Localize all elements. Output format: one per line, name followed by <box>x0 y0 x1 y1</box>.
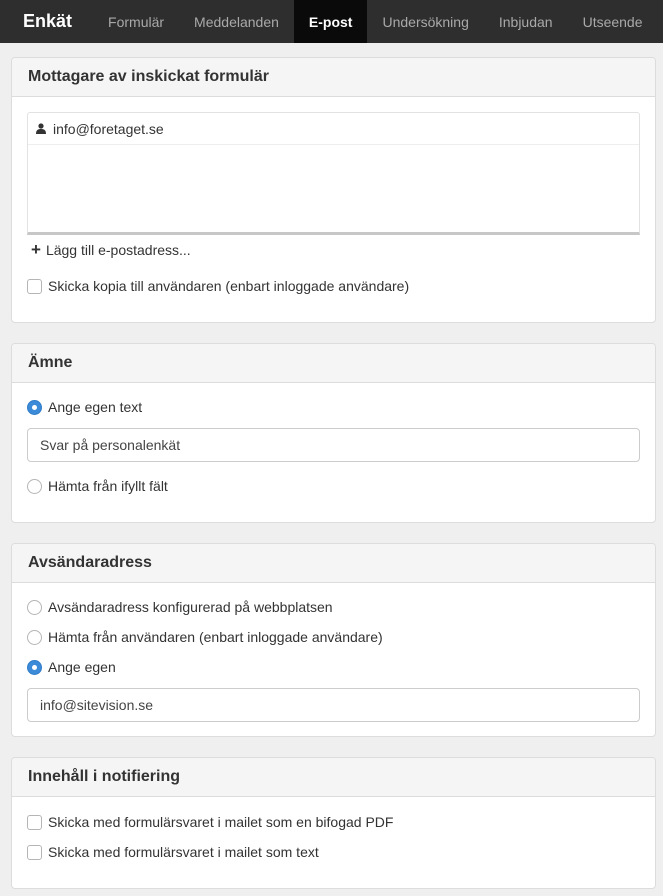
plus-icon: + <box>31 240 41 259</box>
subject-panel <box>11 343 656 523</box>
recipient-list[interactable] <box>27 112 640 235</box>
tab-formular[interactable]: Formulär <box>108 13 165 30</box>
top-navigation <box>0 0 663 43</box>
tab-undersokning[interactable]: Undersökning <box>382 13 469 30</box>
add-email-button[interactable] <box>31 241 191 258</box>
sender-site-label: Avsändaradress konfigurerad på webbplatsen <box>48 599 333 615</box>
sender-user-radio[interactable] <box>27 630 42 645</box>
subject-field-radio[interactable] <box>27 479 42 494</box>
sender-email-input[interactable]: info@sitevision.se <box>27 688 640 722</box>
sender-user-option[interactable] <box>27 629 383 645</box>
send-copy-option[interactable] <box>27 278 409 294</box>
sender-panel <box>11 543 656 737</box>
tab-e-post[interactable]: E-post <box>294 0 368 43</box>
attach-pdf-checkbox[interactable] <box>27 815 42 830</box>
user-icon <box>36 123 46 134</box>
sender-user-label: Hämta från användaren (enbart inloggade användare) <box>48 629 383 645</box>
subject-custom-label: Ange egen text <box>48 399 143 415</box>
recipients-heading: Mottagare av inskickat formulär <box>12 58 655 97</box>
send-copy-checkbox[interactable] <box>27 279 42 294</box>
include-text-label: Skicka med formulärsvaret i mailet som text <box>48 844 319 860</box>
add-email-label: Lägg till e-postadress... <box>45 241 191 258</box>
tab-meddelanden[interactable]: Meddelanden <box>194 13 279 30</box>
subject-field-option[interactable] <box>27 478 168 494</box>
content-panel <box>11 757 656 889</box>
include-text-checkbox[interactable] <box>27 845 42 860</box>
subject-field-label: Hämta från ifyllt fält <box>48 478 168 494</box>
sender-site-radio[interactable] <box>27 600 42 615</box>
subject-text-input[interactable]: Svar på personalenkät <box>27 428 640 462</box>
sender-site-option[interactable] <box>27 599 333 615</box>
send-copy-label: Skicka kopia till användaren (enbart inloggade användare) <box>48 278 410 294</box>
sender-own-option[interactable] <box>27 659 116 675</box>
recipients-panel <box>11 57 656 323</box>
recipient-email: info@foretaget.se <box>53 120 164 137</box>
subject-heading: Ämne <box>12 344 655 383</box>
sender-heading: Avsändaradress <box>12 544 655 583</box>
attach-pdf-label: Skicka med formulärsvaret i mailet som en bifogad PDF <box>48 814 394 830</box>
subject-custom-option[interactable] <box>27 399 142 415</box>
app-title: Enkät <box>23 11 73 31</box>
tab-inbjudan[interactable]: Inbjudan <box>498 13 553 30</box>
subject-custom-radio[interactable] <box>27 400 42 415</box>
sender-own-radio[interactable] <box>27 660 42 675</box>
tab-utseende[interactable]: Utseende <box>582 13 643 30</box>
sender-own-label: Ange egen <box>48 659 116 675</box>
attach-pdf-option[interactable] <box>27 814 393 830</box>
content-heading: Innehåll i notifiering <box>12 758 655 797</box>
include-text-option[interactable] <box>27 844 319 860</box>
recipient-item[interactable] <box>28 113 639 145</box>
